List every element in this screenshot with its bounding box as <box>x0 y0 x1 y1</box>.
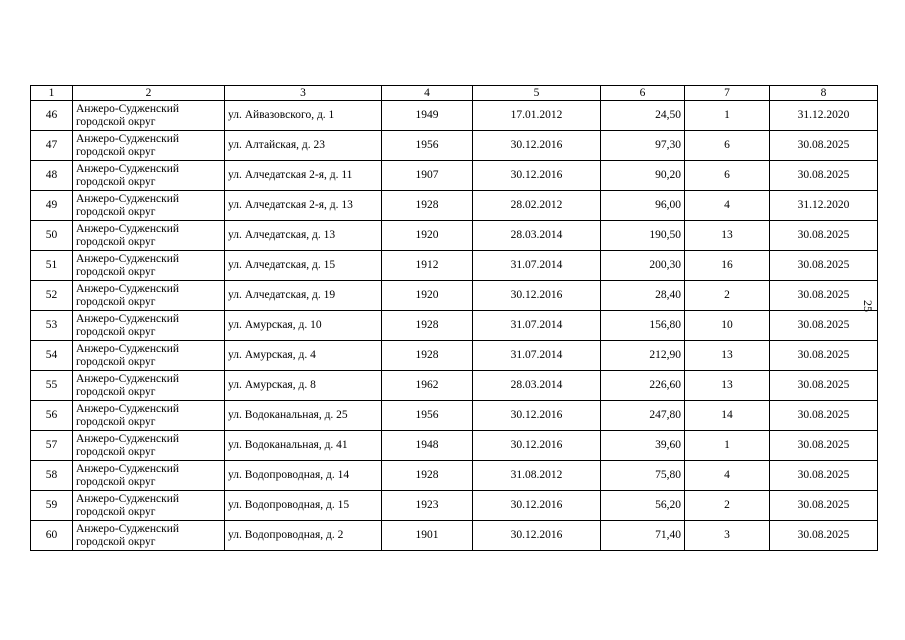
row-number-cell: 52 <box>31 281 73 311</box>
year-cell: 1901 <box>382 521 473 551</box>
table-row <box>31 521 878 551</box>
residents-cell: 13 <box>685 221 770 251</box>
row-number-cell: 51 <box>31 251 73 281</box>
municipality-cell <box>73 131 225 161</box>
year-cell: 1920 <box>382 281 473 311</box>
header-cell-3: 3 <box>225 86 382 101</box>
date-cell: 28.02.2012 <box>473 191 601 221</box>
date-cell: 31.08.2012 <box>473 461 601 491</box>
residents-cell: 6 <box>685 131 770 161</box>
year-cell: 1949 <box>382 101 473 131</box>
planned-date-cell: 30.08.2025 <box>770 161 878 191</box>
municipality-line1: Анжеро-Судженский <box>76 252 180 265</box>
date-cell: 30.12.2016 <box>473 401 601 431</box>
municipality-cell <box>73 161 225 191</box>
municipality-cell <box>73 191 225 221</box>
address-cell: ул. Алчедатская 2-я, д. 11 <box>225 161 382 191</box>
municipality-line2: городской округ <box>76 265 156 278</box>
address-cell: ул. Водоканальная, д. 41 <box>225 431 382 461</box>
residents-cell: 1 <box>685 431 770 461</box>
address-cell: ул. Амурская, д. 4 <box>225 341 382 371</box>
residents-cell: 16 <box>685 251 770 281</box>
header-row <box>31 86 878 101</box>
date-cell: 31.07.2014 <box>473 341 601 371</box>
table-row <box>31 221 878 251</box>
municipality-line1: Анжеро-Судженский <box>76 342 180 355</box>
municipality-line1: Анжеро-Судженский <box>76 102 180 115</box>
date-cell: 30.12.2016 <box>473 161 601 191</box>
row-number-cell: 46 <box>31 101 73 131</box>
municipality-line1: Анжеро-Судженский <box>76 162 180 175</box>
header-cell-4: 4 <box>382 86 473 101</box>
table-row <box>31 191 878 221</box>
table-row <box>31 161 878 191</box>
residents-cell: 13 <box>685 341 770 371</box>
table-row <box>31 101 878 131</box>
municipality-line1: Анжеро-Судженский <box>76 492 180 505</box>
header-cell-6: 6 <box>601 86 685 101</box>
row-number-cell: 59 <box>31 491 73 521</box>
municipality-cell <box>73 311 225 341</box>
planned-date-cell: 30.08.2025 <box>770 131 878 161</box>
year-cell: 1920 <box>382 221 473 251</box>
area-cell: 190,50 <box>601 221 685 251</box>
planned-date-cell: 30.08.2025 <box>770 251 878 281</box>
area-cell: 75,80 <box>601 461 685 491</box>
year-cell: 1956 <box>382 401 473 431</box>
municipality-cell <box>73 221 225 251</box>
table-row <box>31 311 878 341</box>
address-cell: ул. Амурская, д. 8 <box>225 371 382 401</box>
date-cell: 17.01.2012 <box>473 101 601 131</box>
residents-cell: 3 <box>685 521 770 551</box>
planned-date-cell: 30.08.2025 <box>770 461 878 491</box>
year-cell: 1923 <box>382 491 473 521</box>
municipality-line1: Анжеро-Судженский <box>76 462 180 475</box>
area-cell: 90,20 <box>601 161 685 191</box>
planned-date-cell: 31.12.2020 <box>770 101 878 131</box>
table-row <box>31 131 878 161</box>
year-cell: 1956 <box>382 131 473 161</box>
municipality-line1: Анжеро-Судженский <box>76 192 180 205</box>
address-cell: ул. Алчедатская 2-я, д. 13 <box>225 191 382 221</box>
area-cell: 24,50 <box>601 101 685 131</box>
row-number-cell: 56 <box>31 401 73 431</box>
residents-cell: 4 <box>685 191 770 221</box>
municipality-line1: Анжеро-Судженский <box>76 432 180 445</box>
table-row <box>31 461 878 491</box>
date-cell: 30.12.2016 <box>473 281 601 311</box>
area-cell: 28,40 <box>601 281 685 311</box>
residents-cell: 14 <box>685 401 770 431</box>
planned-date-cell: 30.08.2025 <box>770 341 878 371</box>
table-row <box>31 401 878 431</box>
residents-cell: 4 <box>685 461 770 491</box>
planned-date-cell: 30.08.2025 <box>770 401 878 431</box>
table-body <box>31 101 878 551</box>
date-cell: 31.07.2014 <box>473 311 601 341</box>
area-cell: 71,40 <box>601 521 685 551</box>
header-cell-1: 1 <box>31 86 73 101</box>
municipality-cell <box>73 371 225 401</box>
municipality-line2: городской округ <box>76 385 156 398</box>
area-cell: 97,30 <box>601 131 685 161</box>
municipality-line2: городской округ <box>76 415 156 428</box>
residents-cell: 6 <box>685 161 770 191</box>
planned-date-cell: 30.08.2025 <box>770 431 878 461</box>
municipality-line2: городской округ <box>76 175 156 188</box>
residents-cell: 13 <box>685 371 770 401</box>
municipality-line1: Анжеро-Судженский <box>76 282 180 295</box>
municipality-line2: городской округ <box>76 295 156 308</box>
address-cell: ул. Водоканальная, д. 25 <box>225 401 382 431</box>
row-number-cell: 53 <box>31 311 73 341</box>
year-cell: 1928 <box>382 341 473 371</box>
planned-date-cell: 30.08.2025 <box>770 311 878 341</box>
municipality-line1: Анжеро-Судженский <box>76 402 180 415</box>
municipality-line2: городской округ <box>76 505 156 518</box>
row-number-cell: 57 <box>31 431 73 461</box>
municipality-cell <box>73 341 225 371</box>
year-cell: 1912 <box>382 251 473 281</box>
row-number-cell: 50 <box>31 221 73 251</box>
page-number: 25 <box>861 300 875 312</box>
header-cell-7: 7 <box>685 86 770 101</box>
municipality-cell <box>73 281 225 311</box>
municipality-line2: городской округ <box>76 115 156 128</box>
year-cell: 1928 <box>382 461 473 491</box>
row-number-cell: 55 <box>31 371 73 401</box>
table-row <box>31 371 878 401</box>
date-cell: 30.12.2016 <box>473 491 601 521</box>
municipality-line1: Анжеро-Судженский <box>76 372 180 385</box>
year-cell: 1948 <box>382 431 473 461</box>
planned-date-cell: 30.08.2025 <box>770 371 878 401</box>
area-cell: 96,00 <box>601 191 685 221</box>
year-cell: 1928 <box>382 311 473 341</box>
address-cell: ул. Алчедатская, д. 15 <box>225 251 382 281</box>
table-header <box>31 86 878 101</box>
residents-cell: 1 <box>685 101 770 131</box>
year-cell: 1962 <box>382 371 473 401</box>
planned-date-cell: 30.08.2025 <box>770 221 878 251</box>
row-number-cell: 47 <box>31 131 73 161</box>
header-cell-2: 2 <box>73 86 225 101</box>
municipality-line2: городской округ <box>76 145 156 158</box>
planned-date-cell: 31.12.2020 <box>770 191 878 221</box>
area-cell: 200,30 <box>601 251 685 281</box>
address-cell: ул. Алчедатская, д. 19 <box>225 281 382 311</box>
area-cell: 212,90 <box>601 341 685 371</box>
municipality-cell <box>73 521 225 551</box>
municipality-line2: городской округ <box>76 235 156 248</box>
address-cell: ул. Водопроводная, д. 2 <box>225 521 382 551</box>
address-cell: ул. Алтайская, д. 23 <box>225 131 382 161</box>
municipality-cell <box>73 401 225 431</box>
row-number-cell: 58 <box>31 461 73 491</box>
date-cell: 30.12.2016 <box>473 131 601 161</box>
municipality-line2: городской округ <box>76 535 156 548</box>
row-number-cell: 49 <box>31 191 73 221</box>
table-row <box>31 341 878 371</box>
residents-cell: 2 <box>685 491 770 521</box>
row-number-cell: 48 <box>31 161 73 191</box>
year-cell: 1928 <box>382 191 473 221</box>
date-cell: 30.12.2016 <box>473 521 601 551</box>
area-cell: 56,20 <box>601 491 685 521</box>
municipality-line2: городской округ <box>76 205 156 218</box>
area-cell: 39,60 <box>601 431 685 461</box>
table-row <box>31 431 878 461</box>
municipality-line2: городской округ <box>76 445 156 458</box>
municipality-line2: городской округ <box>76 475 156 488</box>
date-cell: 30.12.2016 <box>473 431 601 461</box>
address-cell: ул. Айвазовского, д. 1 <box>225 101 382 131</box>
table-row <box>31 251 878 281</box>
residents-cell: 10 <box>685 311 770 341</box>
residents-cell: 2 <box>685 281 770 311</box>
address-cell: ул. Водопроводная, д. 15 <box>225 491 382 521</box>
area-cell: 226,60 <box>601 371 685 401</box>
municipality-line1: Анжеро-Судженский <box>76 522 180 535</box>
municipality-cell <box>73 491 225 521</box>
date-cell: 28.03.2014 <box>473 221 601 251</box>
address-cell: ул. Водопроводная, д. 14 <box>225 461 382 491</box>
row-number-cell: 54 <box>31 341 73 371</box>
municipality-cell <box>73 431 225 461</box>
municipality-line2: городской округ <box>76 355 156 368</box>
date-cell: 31.07.2014 <box>473 251 601 281</box>
municipality-line1: Анжеро-Судженский <box>76 132 180 145</box>
municipality-cell <box>73 461 225 491</box>
area-cell: 247,80 <box>601 401 685 431</box>
housing-table <box>30 85 878 551</box>
header-cell-5: 5 <box>473 86 601 101</box>
header-cell-8: 8 <box>770 86 878 101</box>
row-number-cell: 60 <box>31 521 73 551</box>
planned-date-cell: 30.08.2025 <box>770 281 878 311</box>
municipality-line1: Анжеро-Судженский <box>76 222 180 235</box>
municipality-cell <box>73 101 225 131</box>
year-cell: 1907 <box>382 161 473 191</box>
planned-date-cell: 30.08.2025 <box>770 491 878 521</box>
address-cell: ул. Амурская, д. 10 <box>225 311 382 341</box>
municipality-line2: городской округ <box>76 325 156 338</box>
address-cell: ул. Алчедатская, д. 13 <box>225 221 382 251</box>
table-row <box>31 491 878 521</box>
table-row <box>31 281 878 311</box>
area-cell: 156,80 <box>601 311 685 341</box>
date-cell: 28.03.2014 <box>473 371 601 401</box>
planned-date-cell: 30.08.2025 <box>770 521 878 551</box>
municipality-line1: Анжеро-Судженский <box>76 312 180 325</box>
municipality-cell <box>73 251 225 281</box>
